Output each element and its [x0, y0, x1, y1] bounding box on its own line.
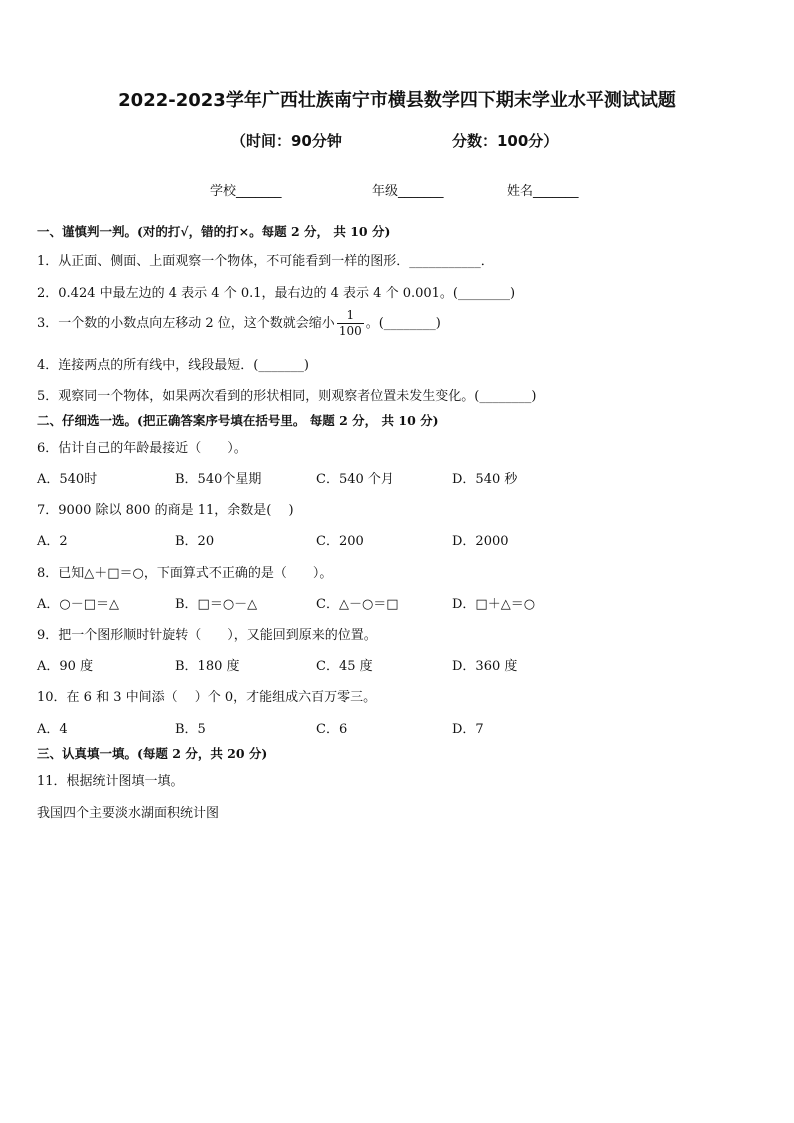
school-field[interactable]: 学校_______ — [210, 184, 282, 199]
question-1: 1．从正面、侧面、上面观察一个物体，不可能看到一样的图形．___________． — [37, 254, 494, 269]
chart-caption: 我国四个主要淡水湖面积统计图 — [37, 806, 220, 821]
question-3-answer: 。(________) — [365, 316, 441, 331]
question-11: 11．根据统计图填一填。 — [37, 774, 184, 789]
q8-option-b[interactable]: B．□＝○－△ — [175, 597, 258, 612]
q9-option-a[interactable]: A．90 度 — [37, 659, 94, 674]
question-6: 6．估计自己的年龄最接近（ ）。 — [37, 441, 247, 456]
question-2: 2．0.424 中最左边的 4 表示 4 个 0.1，最右边的 4 表示 4 个 0.001。(________) — [37, 286, 516, 301]
name-field[interactable]: 姓名_______ — [507, 184, 579, 199]
section-1-heading: 一、谨慎判一判。(对的打√，错的打×。每题 2 分， 共 10 分) — [37, 224, 391, 239]
question-4: 4．连接两点的所有线中，线段最短．(_______) — [37, 358, 309, 373]
q6-option-d[interactable]: D．540 秒 — [452, 472, 518, 487]
page-title: 2022-2023学年广西壮族南宁市横县数学四下期末学业水平测试试题 — [118, 90, 676, 111]
question-10: 10．在 6 和 3 中间添（ ）个 0，才能组成六百万零三。 — [37, 690, 377, 705]
q10-option-a[interactable]: A．4 — [37, 722, 68, 737]
q10-option-b[interactable]: B．5 — [175, 722, 206, 737]
q7-option-b[interactable]: B．20 — [175, 534, 215, 549]
q9-option-c[interactable]: C．45 度 — [316, 659, 373, 674]
fraction-one-hundredth — [337, 308, 364, 339]
q8-option-d[interactable]: D．□＋△＝○ — [452, 597, 536, 612]
question-3 — [37, 308, 441, 339]
q7-option-d[interactable]: D．2000 — [452, 534, 509, 549]
question-5: 5．观察同一个物体，如果两次看到的形状相同，则观察者位置未发生变化。(________) — [37, 389, 537, 404]
q7-option-c[interactable]: C．200 — [316, 534, 364, 549]
section-2-heading: 二、仔细选一选。(把正确答案序号填在括号里。 每题 2 分， 共 10 分) — [37, 413, 439, 428]
question-8: 8．已知△＋□＝○，下面算式不正确的是（ ）。 — [37, 566, 333, 581]
question-3-text: 3．一个数的小数点向左移动 2 位，这个数就会缩小 — [37, 316, 335, 331]
q6-option-b[interactable]: B．540个星期 — [175, 472, 262, 487]
grade-field[interactable]: 年级_______ — [372, 184, 444, 199]
question-7: 7．9000 除以 800 的商是 11，余数是( ) — [37, 503, 294, 518]
q6-option-a[interactable]: A．540时 — [37, 472, 98, 487]
fraction-denominator: 100 — [338, 324, 362, 338]
q10-option-c[interactable]: C．6 — [316, 722, 348, 737]
question-9: 9．把一个图形顺时针旋转（ ），又能回到原来的位置。 — [37, 628, 377, 643]
q8-option-a[interactable]: A．○－□＝△ — [37, 597, 120, 612]
q8-option-c[interactable]: C．△－○＝□ — [316, 597, 399, 612]
exam-time: （时间：90分钟 — [231, 132, 342, 150]
q9-option-d[interactable]: D．360 度 — [452, 659, 518, 674]
q6-option-c[interactable]: C．540 个月 — [316, 472, 394, 487]
section-3-heading: 三、认真填一填。(每题 2 分，共 20 分) — [37, 746, 268, 761]
exam-score: 分数：100分） — [452, 132, 559, 150]
q10-option-d[interactable]: D．7 — [452, 722, 484, 737]
fraction-numerator: 1 — [337, 308, 364, 324]
q7-option-a[interactable]: A．2 — [37, 534, 68, 549]
q9-option-b[interactable]: B．180 度 — [175, 659, 240, 674]
